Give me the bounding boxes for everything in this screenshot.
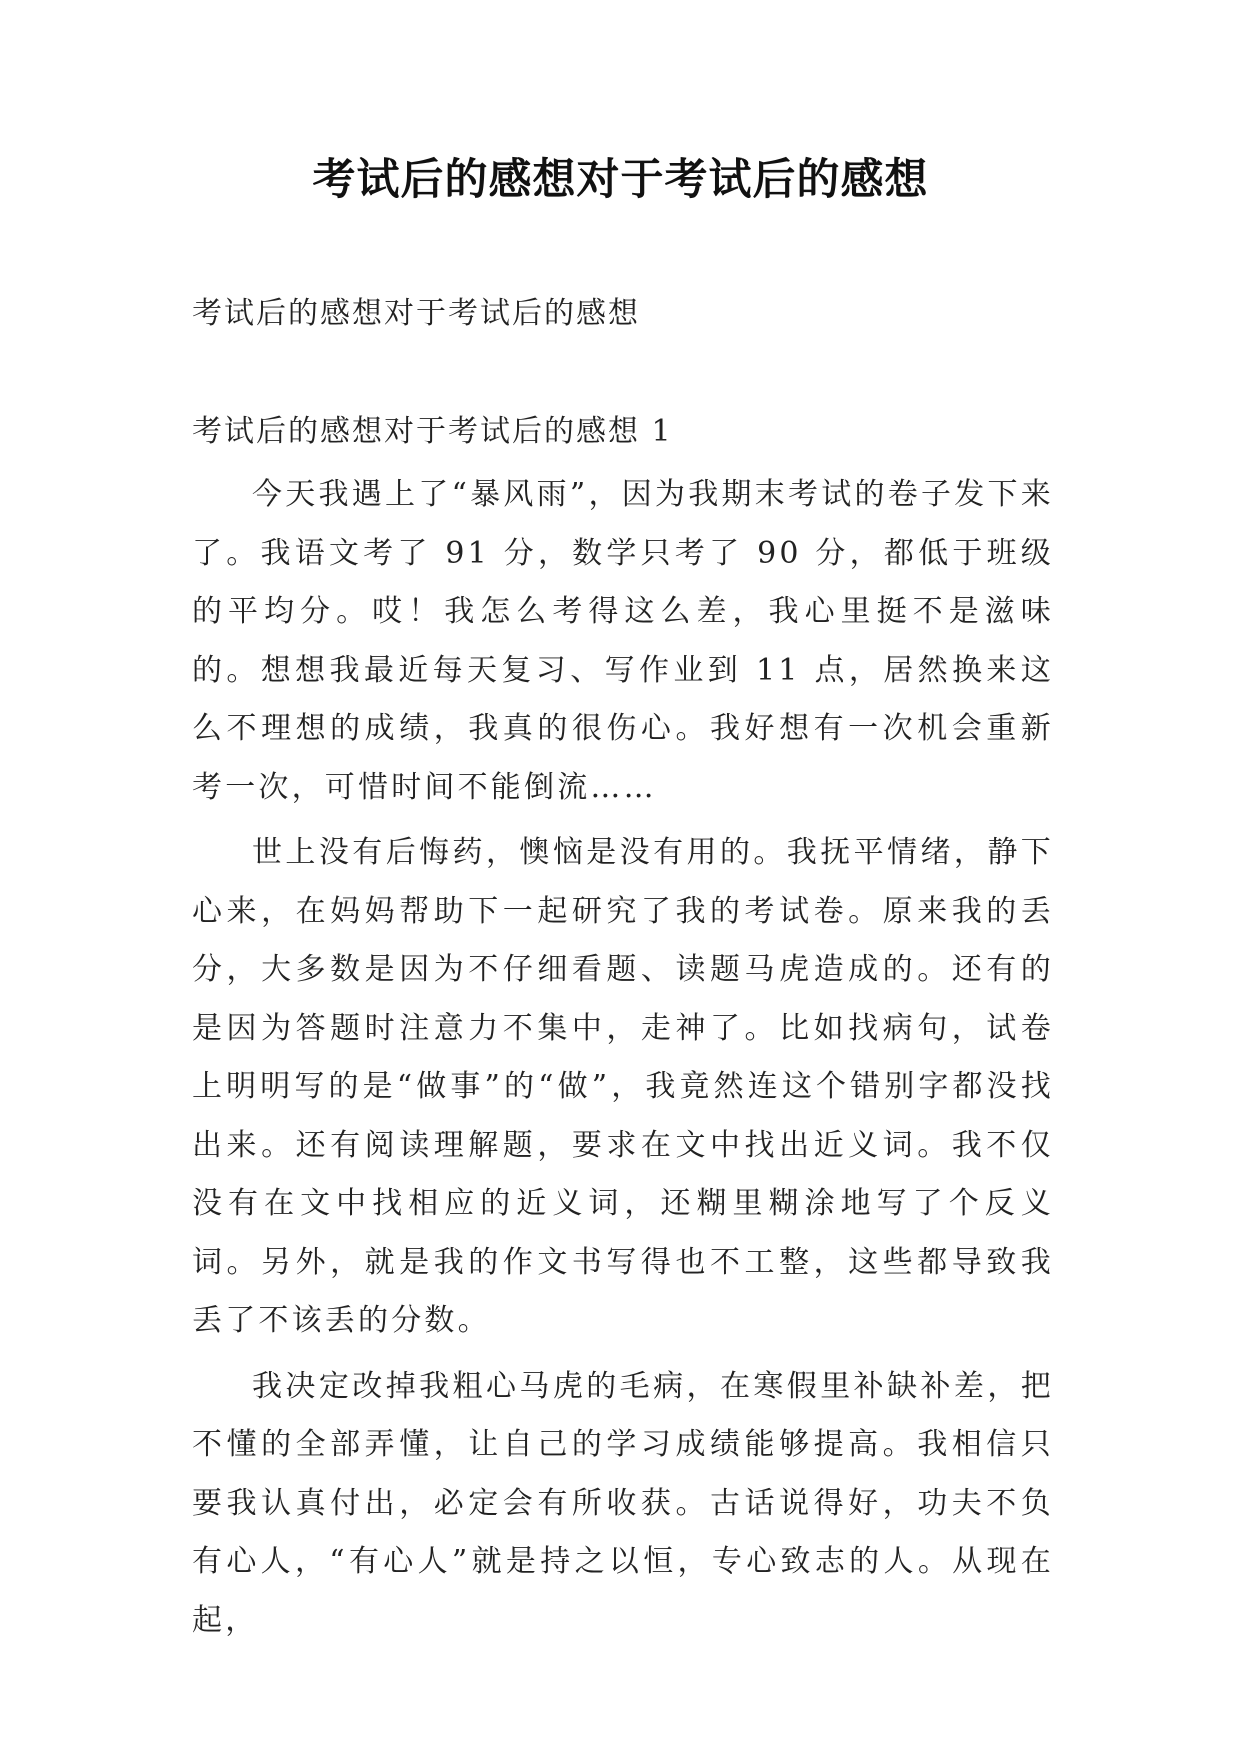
article-body	[192, 466, 1054, 1657]
section-heading: 考试后的感想对于考试后的感想 1	[192, 414, 673, 449]
document-title: 考试后的感想对于考试后的感想	[312, 155, 929, 205]
document-subtitle: 考试后的感想对于考试后的感想	[192, 296, 640, 331]
paragraph-2: 世上没有后悔药，懊恼是没有用的。我抚平情绪，静下心来，在妈妈帮助下一起研究了我的考试卷。原来我的丢分，大多数是因为不仔细看题、读题马虎造成的。还有的是因为答题时注意力不集中，走神了。比如找病句，试卷上明明写的是“做事”的“做”，我竟然连这个错别字都没找出来。还有阅读理解题，要求在文中找出近义词。我不仅没有在文中找相应的近义词，还糊里糊涂地写了个反义词。另外，就是我的作文书写得也不工整，这些都导致我丢了不该丢的分数。	[192, 835, 1054, 1338]
paragraph-3: 我决定改掉我粗心马虎的毛病，在寒假里补缺补差，把不懂的全部弄懂，让自己的学习成绩能够提高。我相信只要我认真付出，必定会有所收获。古话说得好，功夫不负有心人，“有心人”就是持之以恒，专心致志的人。从现在起，	[192, 1368, 1054, 1638]
paragraph-1: 今天我遇上了“暴风雨”，因为我期末考试的卷子发下来了。我语文考了 91 分，数学只考了 90 分，都低于班级的平均分。哎！我怎么考得这么差，我心里挺不是滋味的。想想我最近每天复习、写作业到 11 点，居然换来这么不理想的成绩，我真的很伤心。我好想有一次机会重新考一次，可惜时间不能倒流……	[192, 477, 1054, 805]
